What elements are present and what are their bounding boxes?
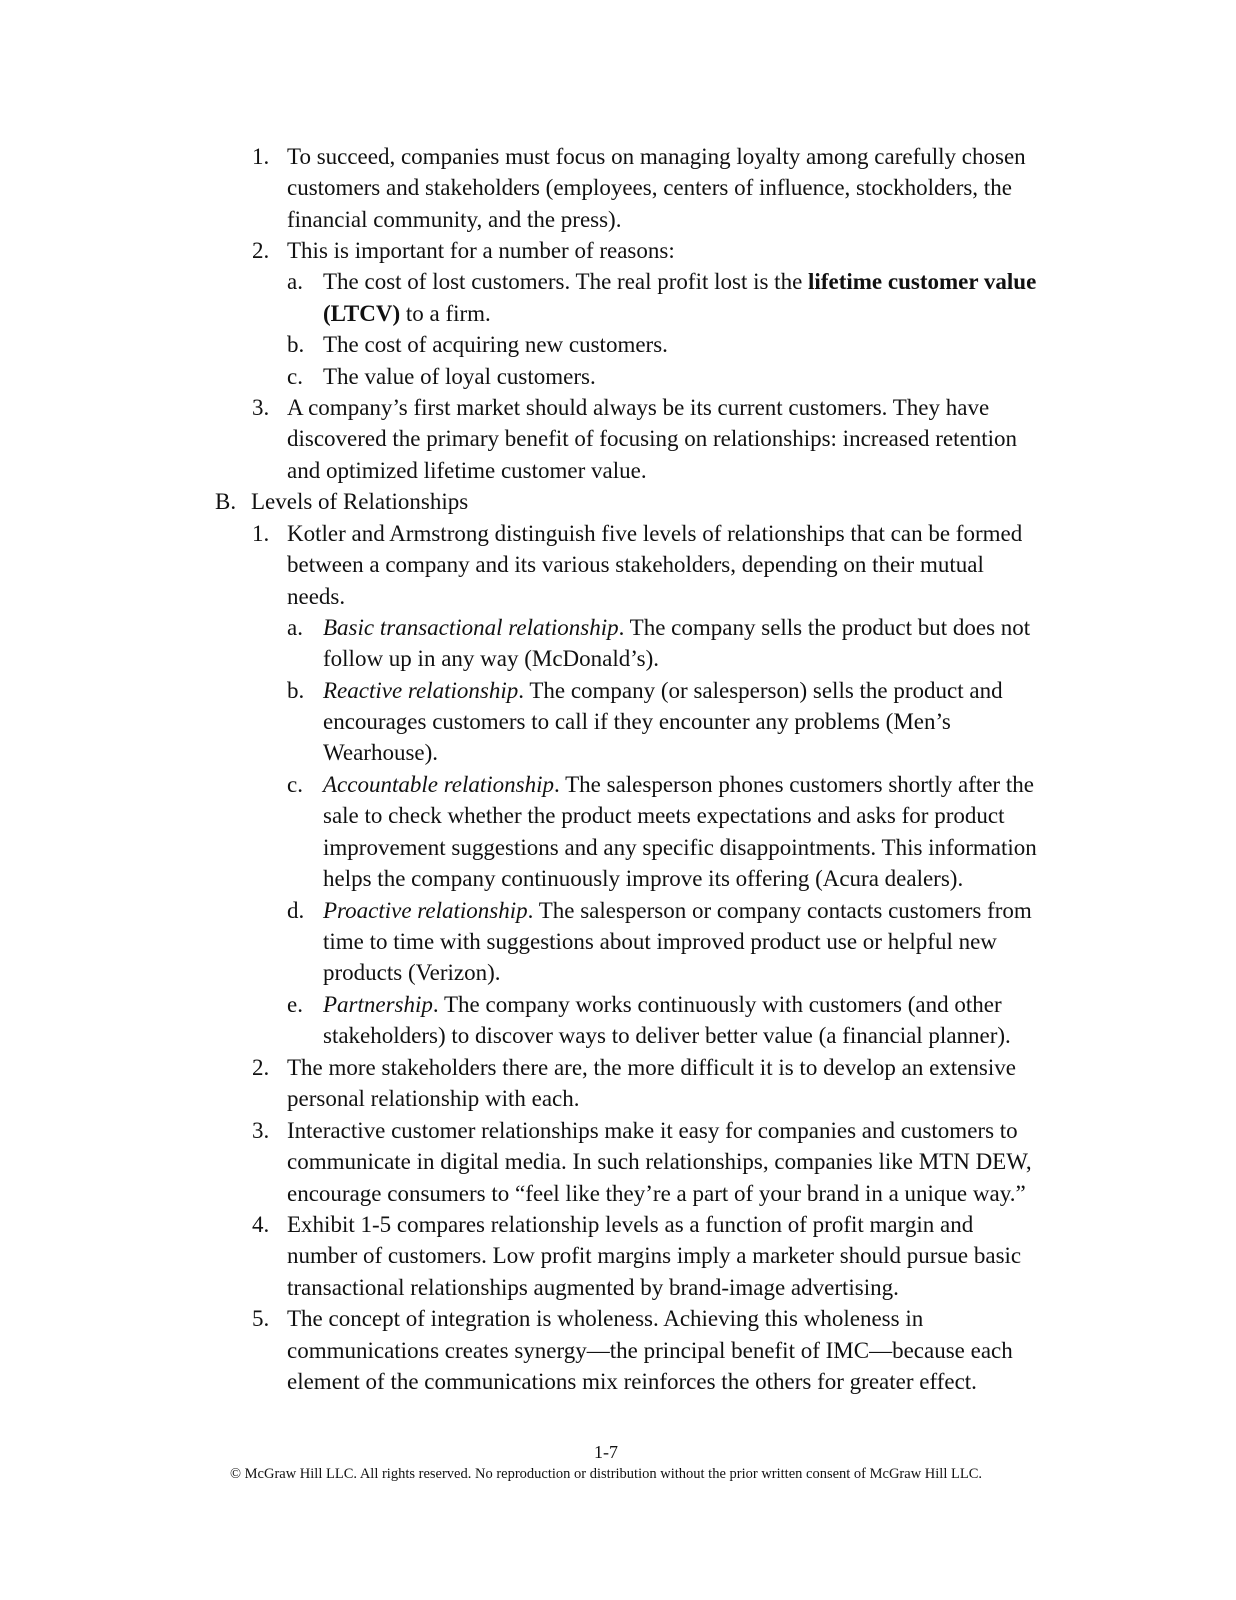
list-marker: b. xyxy=(287,678,305,703)
copyright-footer: © McGraw Hill LLC. All rights reserved. No reproduction or distribution without the prior written consent of McGraw Hill LLC. xyxy=(230,1466,982,1482)
list-item-line: follow up in any way (McDonald’s). xyxy=(323,646,659,671)
list-item-line: Wearhouse). xyxy=(323,740,439,765)
list-item-line xyxy=(323,612,1030,643)
list-marker: 1. xyxy=(252,521,270,546)
list-marker: c. xyxy=(287,772,303,797)
list-item-line: encourage consumers to “feel like they’re a part of your brand in a unique way.” xyxy=(287,1181,1026,1206)
key-term: lifetime customer value xyxy=(808,269,1037,294)
section-marker: B. xyxy=(215,489,237,514)
list-item-line: personal relationship with each. xyxy=(287,1086,580,1111)
list-marker: a. xyxy=(287,269,303,294)
list-marker: d. xyxy=(287,898,305,923)
list-item-line: needs. xyxy=(287,584,346,609)
list-marker: 2. xyxy=(252,238,270,263)
list-item-line: Kotler and Armstrong distinguish five levels of relationships that can be formed xyxy=(287,521,1023,546)
text: The cost of lost customers. The real profit lost is the xyxy=(323,269,809,294)
text: . The salesperson phones customers shortly after the xyxy=(554,772,1034,797)
list-item-line: discovered the primary benefit of focusing on relationships: increased retention xyxy=(287,426,1018,451)
text: . The company (or salesperson) sells the product and xyxy=(518,678,1003,703)
list-marker: 3. xyxy=(252,1118,270,1143)
list-item-line: stakeholders) to discover ways to deliver better value (a financial planner). xyxy=(323,1023,1011,1048)
list-item-line: and optimized lifetime customer value. xyxy=(287,458,647,483)
list-item-line: communicate in digital media. In such relationships, companies like MTN DEW, xyxy=(287,1149,1032,1174)
list-item-line: Exhibit 1-5 compares relationship levels as a function of profit margin and xyxy=(287,1212,974,1237)
list-item-line: number of customers. Low profit margins imply a marketer should pursue basic xyxy=(287,1243,1022,1268)
list-item-line xyxy=(323,769,1034,800)
list-item-line: improvement suggestions and any specific disappointments. This information xyxy=(323,835,1037,860)
list-marker: 3. xyxy=(252,395,270,420)
list-marker: e. xyxy=(287,992,303,1017)
list-item-line: sale to check whether the product meets expectations and asks for product xyxy=(323,803,1005,828)
list-item-line xyxy=(323,266,1036,297)
list-marker: c. xyxy=(287,364,303,389)
list-item-line: The concept of integration is wholeness. Achieving this wholeness in xyxy=(287,1306,924,1331)
list-item-line xyxy=(323,895,1032,926)
list-item-line xyxy=(323,989,1002,1020)
list-item-line xyxy=(323,298,491,329)
relationship-term: Reactive relationship xyxy=(323,678,519,703)
list-item-line xyxy=(323,675,1003,706)
relationship-term: Partnership xyxy=(323,992,433,1017)
list-item-line: between a company and its various stakeholders, depending on their mutual xyxy=(287,552,984,577)
list-marker: b. xyxy=(287,332,305,357)
list-item-line: This is important for a number of reasons: xyxy=(287,238,675,263)
text: . The company works continuously with customers (and other xyxy=(432,992,1002,1017)
relationship-term: Accountable relationship xyxy=(323,772,555,797)
list-item-line: To succeed, companies must focus on managing loyalty among carefully chosen xyxy=(287,144,1026,169)
list-item-line: element of the communications mix reinforces the others for greater effect. xyxy=(287,1369,977,1394)
list-item-line: The value of loyal customers. xyxy=(323,364,596,389)
list-item-line: The more stakeholders there are, the more difficult it is to develop an extensive xyxy=(287,1055,1016,1080)
section-heading: Levels of Relationships xyxy=(251,489,469,514)
list-item-line: helps the company continuously improve its offering (Acura dealers). xyxy=(323,866,964,891)
text: . The company sells the product but does not xyxy=(618,615,1031,640)
list-item-line: time to time with suggestions about improved product use or helpful new xyxy=(323,929,997,954)
text: to a firm. xyxy=(400,301,491,326)
list-item-line: transactional relationships augmented by brand-image advertising. xyxy=(287,1275,899,1300)
list-item-line: Interactive customer relationships make it easy for companies and customers to xyxy=(287,1118,1018,1143)
list-item-line: A company’s first market should always be its current customers. They have xyxy=(287,395,990,420)
list-marker: 2. xyxy=(252,1055,270,1080)
list-item-line: encourages customers to call if they encounter any problems (Men’s xyxy=(323,709,951,734)
list-marker: 5. xyxy=(252,1306,270,1331)
list-item-line: communications creates synergy—the principal benefit of IMC—because each xyxy=(287,1338,1013,1363)
page-number: 1-7 xyxy=(594,1442,618,1462)
list-item-line: products (Verizon). xyxy=(323,960,501,985)
relationship-term: Basic transactional relationship xyxy=(323,615,619,640)
list-marker: 4. xyxy=(252,1212,270,1237)
list-marker: 1. xyxy=(252,144,270,169)
relationship-term: Proactive relationship xyxy=(323,898,528,923)
key-term: (LTCV) xyxy=(323,301,401,326)
list-item-line: The cost of acquiring new customers. xyxy=(323,332,668,357)
list-item-line: customers and stakeholders (employees, centers of influence, stockholders, the xyxy=(287,175,1012,200)
text: . The salesperson or company contacts customers from xyxy=(527,898,1032,923)
list-marker: a. xyxy=(287,615,303,640)
list-item-line: financial community, and the press). xyxy=(287,207,622,232)
